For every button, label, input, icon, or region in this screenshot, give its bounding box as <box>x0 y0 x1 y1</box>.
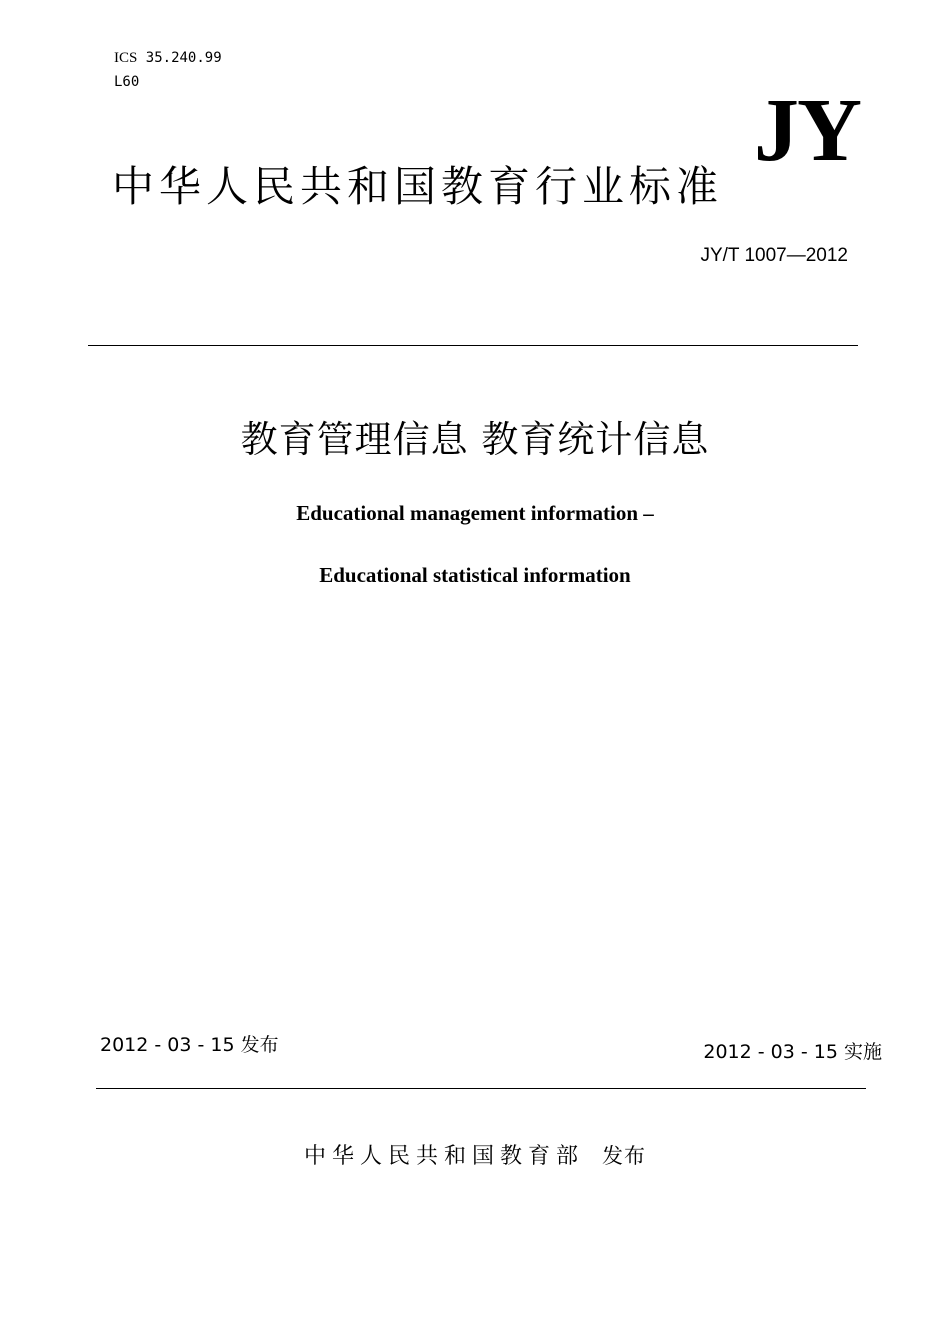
title-chinese: 教育管理信息 教育统计信息 <box>240 418 710 461</box>
issue-date: 2012 - 03 - 15 发布 <box>100 1034 279 1056</box>
bottom-divider <box>96 1088 866 1089</box>
standard-name: 中华人民共和国教育行业标准 <box>112 162 724 211</box>
implementation-date: 2012 - 03 - 15 实施 <box>703 1041 882 1063</box>
jy-logo: JY <box>754 81 860 180</box>
publish-verb: 发布 <box>602 1144 646 1168</box>
publisher-line <box>0 1140 950 1173</box>
ccs-code: L60 <box>114 74 140 90</box>
top-divider <box>88 345 858 346</box>
ics-classification <box>114 48 222 68</box>
ics-code: 35.240.99 <box>145 50 222 66</box>
title-english-line1: Educational management information – <box>296 501 654 525</box>
standard-number: JY/T 1007—2012 <box>700 245 848 266</box>
title-english-line2: Educational statistical information <box>319 563 631 587</box>
publisher-name: 中华人民共和国教育部 <box>303 1144 584 1169</box>
ics-label: ICS <box>114 50 138 66</box>
